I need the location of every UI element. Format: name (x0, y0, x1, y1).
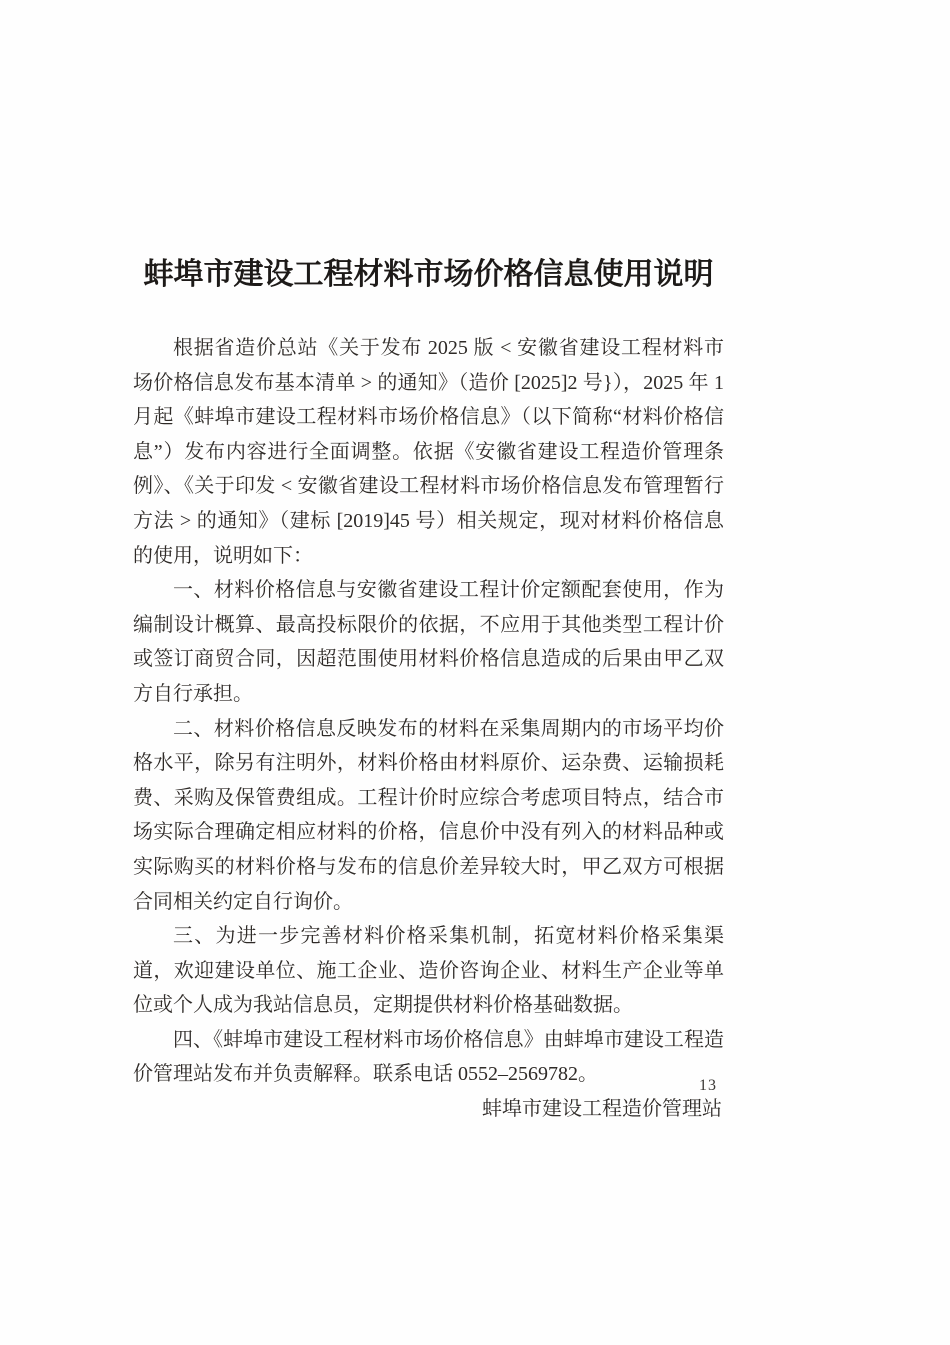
paragraph-item-3: 三、为进一步完善材料价格采集机制，拓宽材料价格采集渠道，欢迎建设单位、施工企业、造价咨询企业、材料生产企业等单位或个人成为我站信息员，定期提供材料价格基础数据。 (133, 925, 724, 1017)
content-column (133, 253, 724, 1127)
paragraph-item-1: 一、材料价格信息与安徽省建设工程计价定额配套使用，作为编制设计概算、最高投标限价的依据，不应用于其他类型工程计价或签订商贸合同，因超范围使用材料价格信息造成的后果由甲乙双方自行承担。 (133, 579, 724, 705)
body-text (133, 331, 724, 1092)
paragraph-item-2: 二、材料价格信息反映发布的材料在采集周期内的市场平均价格水平，除另有注明外，材料价格由材料原价、运杂费、运输损耗费、采购及保管费组成。工程计价时应综合考虑项目特点，结合市场实际合理确定相应材料的价格，信息价中没有列入的材料品种或实际购买的材料价格与发布的信息价差异较大时，甲乙双方可根据合同相关约定自行询价。 (133, 717, 724, 913)
paragraph-intro: 根据省造价总站《关于发布 2025 版 < 安徽省建设工程材料市场价格信息发布基本清单 > 的通知》（造价 [2025]2 号}），2025 年 1 月起《蚌埠市建设工程材料市场价格信息》（以下简称“材料价格信息”）发布内容进行全面调整。依据《安徽省建设工程造价管理条例》、《关于印发 < 安徽省建设工程材料市场价格信息发布管理暂行方法 > 的通知》（建标 [2019]45 号）相关规定，现对材料价格信息的使用，说明如下： (133, 337, 724, 567)
page-title: 蚌埠市建设工程材料市场价格信息使用说明 (143, 258, 714, 291)
signature-line: 蚌埠市建设工程造价管理站 (482, 1098, 722, 1121)
page-number: 13 (699, 1077, 717, 1094)
paragraph-item-4: 四、《蚌埠市建设工程材料市场价格信息》由蚌埠市建设工程造价管理站发布并负责解释。联系电话 0552–2569782。 (133, 1028, 724, 1086)
